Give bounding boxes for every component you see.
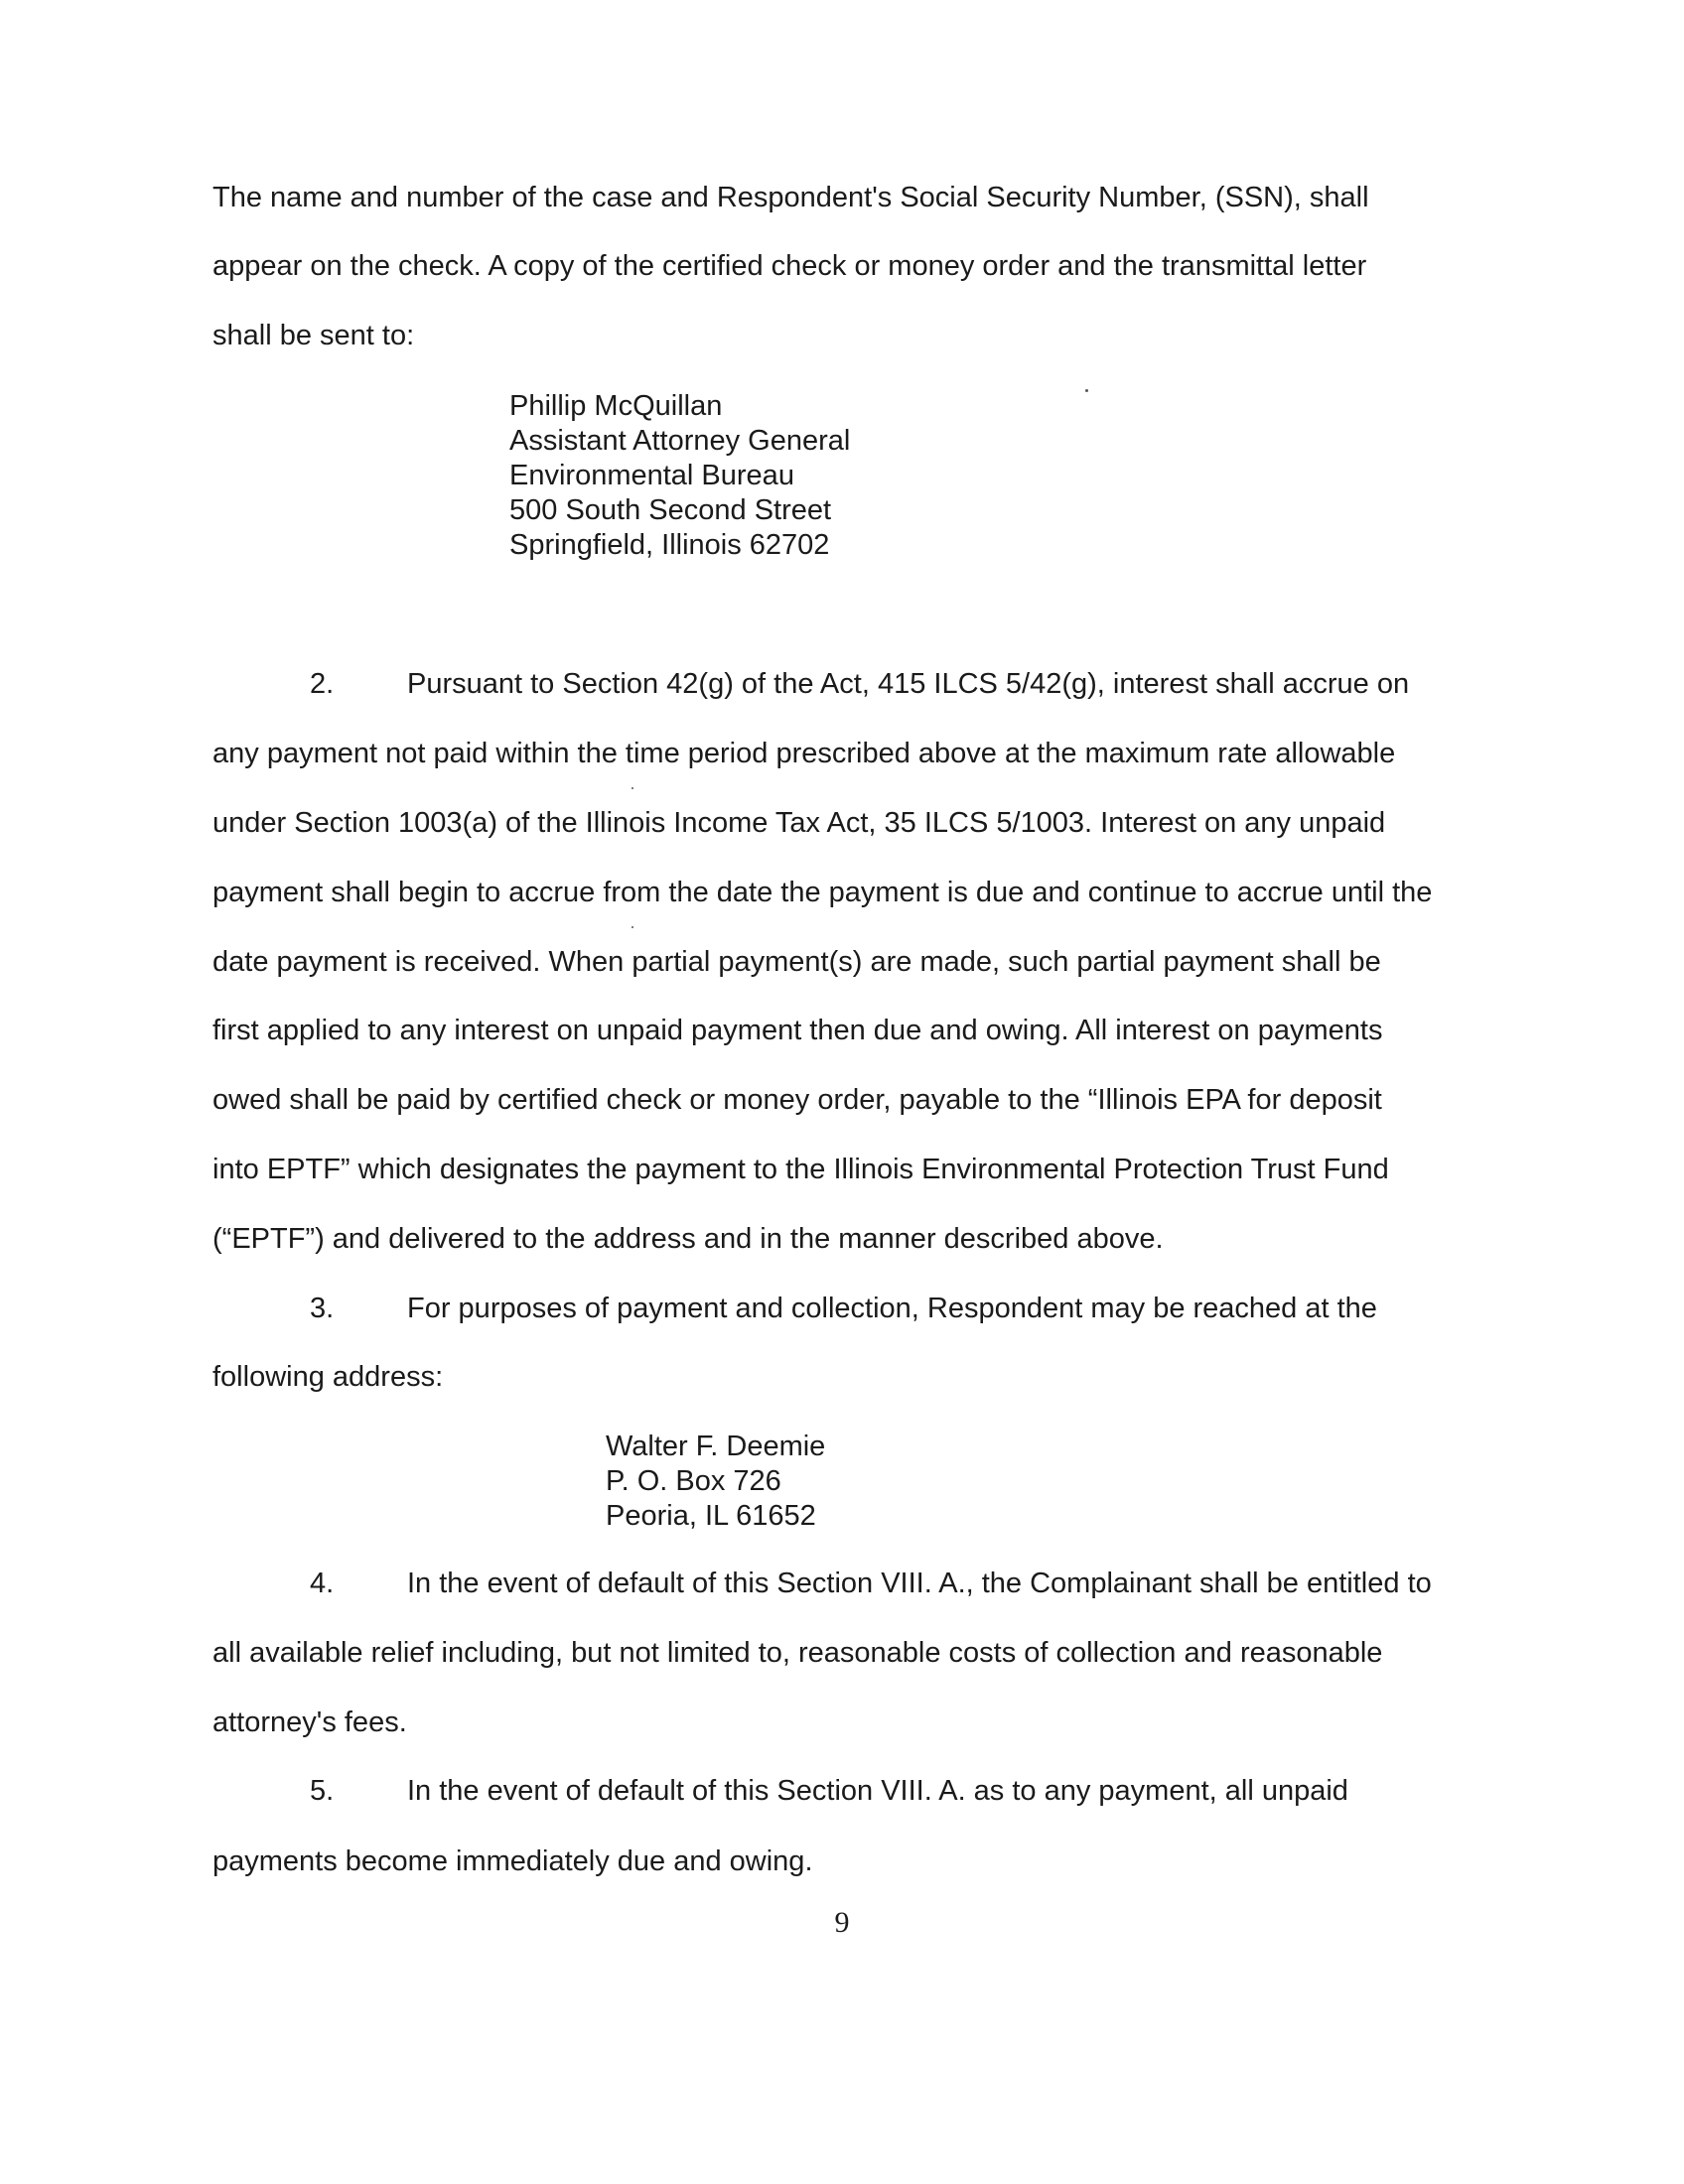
scan-speck xyxy=(632,787,633,789)
address-block-respondent xyxy=(606,1430,825,1534)
address-block-attorney xyxy=(509,389,850,563)
paragraph-line: under Section 1003(a) of the Illinois Income Tax Act, 35 ILCS 5/1003. Interest on any unpaid xyxy=(212,807,1386,839)
paragraph-line: all available relief including, but not limited to, reasonable costs of collection and reasonable xyxy=(212,1637,1383,1669)
address-line: Springfield, Illinois 62702 xyxy=(509,529,830,561)
paragraph-first-line: In the event of default of this Section VIII. A. as to any payment, all unpaid xyxy=(407,1775,1348,1807)
paragraph-first-line: Pursuant to Section 42(g) of the Act, 415 ILCS 5/42(g), interest shall accrue on xyxy=(407,668,1410,700)
paragraph-line: following address: xyxy=(212,1361,444,1393)
address-line: Environmental Bureau xyxy=(509,460,794,491)
paragraph-line: attorney's fees. xyxy=(212,1706,407,1738)
scan-speck xyxy=(632,926,633,928)
paragraph-first-line: For purposes of payment and collection, Respondent may be reached at the xyxy=(407,1293,1377,1324)
address-line: 500 South Second Street xyxy=(509,494,832,526)
scan-speck xyxy=(1085,389,1088,392)
address-line: Assistant Attorney General xyxy=(509,425,851,457)
paragraph-line: any payment not paid within the time period prescribed above at the maximum rate allowable xyxy=(212,738,1396,769)
paragraph-line: first applied to any interest on unpaid payment then due and owing. All interest on payments xyxy=(212,1015,1383,1046)
address-line: P. O. Box 726 xyxy=(606,1465,781,1497)
intro-line: shall be sent to: xyxy=(212,320,415,351)
address-line: Walter F. Deemie xyxy=(606,1431,826,1462)
paragraph-line: payment shall begin to accrue from the date the payment is due and continue to accrue until the xyxy=(212,877,1433,908)
paragraph-line: into EPTF” which designates the payment to the Illinois Environmental Protection Trust Fund xyxy=(212,1154,1389,1185)
paragraph-number: 5. xyxy=(310,1775,335,1807)
paragraph-line: date payment is received. When partial payment(s) are made, such partial payment shall be xyxy=(212,946,1381,978)
address-line: Phillip McQuillan xyxy=(509,390,723,422)
paragraph-line: payments become immediately due and owing. xyxy=(212,1845,813,1877)
page-number: 9 xyxy=(834,1906,850,1939)
paragraph-number: 3. xyxy=(310,1293,335,1324)
paragraph-line: (“EPTF”) and delivered to the address and in the manner described above. xyxy=(212,1223,1164,1255)
paragraph-first-line: In the event of default of this Section VIII. A., the Complainant shall be entitled to xyxy=(407,1568,1432,1599)
intro-line: The name and number of the case and Respondent's Social Security Number, (SSN), shall xyxy=(212,182,1369,213)
paragraph-number: 4. xyxy=(310,1568,335,1599)
address-line: Peoria, IL 61652 xyxy=(606,1500,816,1532)
paragraph-number: 2. xyxy=(310,668,335,700)
intro-line: appear on the check. A copy of the certified check or money order and the transmittal letter xyxy=(212,250,1367,282)
paragraph-line: owed shall be paid by certified check or money order, payable to the “Illinois EPA for deposit xyxy=(212,1084,1382,1116)
